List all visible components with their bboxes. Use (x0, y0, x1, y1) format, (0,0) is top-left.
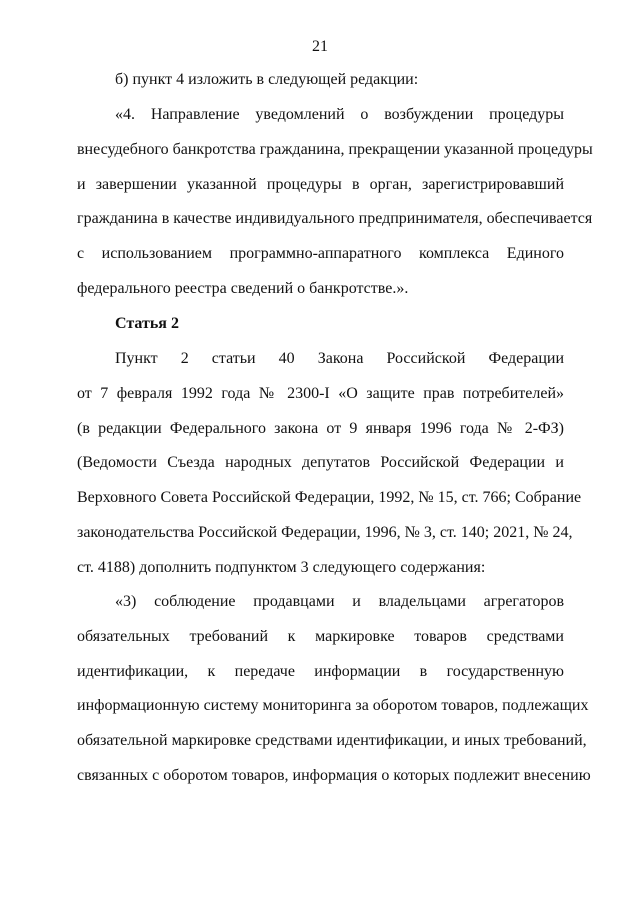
text-line: ст. 4188) дополнить подпунктом 3 следующего содержания: (77, 558, 486, 576)
subitem-3-paragraph (77, 585, 591, 794)
page-number: 21 (312, 38, 328, 55)
text-line: «3) соблюдение продавцами и владельцами агрегаторов (115, 593, 564, 610)
text-line: и завершении указанной процедуры в орган, зарегистрировавший (77, 175, 564, 193)
text-line: информационную систему мониторинга за оборотом товаров, подлежащих (77, 697, 589, 715)
text-line: связанных с оборотом товаров, информация о которых подлежит внесению (77, 766, 591, 784)
article-heading: Статья 2 (115, 315, 179, 332)
text-line: гражданина в качестве индивидуального предпринимателя, обеспечивается (77, 210, 593, 228)
text-line: федерального реестра сведений о банкротстве.». (77, 279, 409, 297)
text-line: законодательства Российской Федерации, 1996, № 3, ст. 140; 2021, № 24, (77, 523, 573, 541)
article-2-heading-block (77, 307, 564, 342)
article-2-paragraph (77, 342, 582, 586)
item-b-intro-paragraph (77, 63, 564, 98)
text-line: Верховного Совета Российской Федерации, 1992, № 15, ст. 766; Собрание (77, 489, 582, 507)
text-line: от 7 февраля 1992 года № 2300-I «О защите прав потребителей» (77, 384, 564, 402)
item-b-intro: б) пункт 4 изложить в следующей редакции: (115, 71, 419, 88)
item-b-quoted-paragraph (77, 98, 593, 307)
text-line: обязательной маркировке средствами идентификации, и иных требований, (77, 732, 587, 750)
text-line: «4. Направление уведомлений о возбуждении процедуры (115, 106, 564, 123)
text-line: с использованием программно-аппаратного комплекса Единого (77, 245, 564, 263)
text-line: идентификации, к передаче информации в государственную (77, 662, 564, 680)
text-line: внесудебного банкротства гражданина, прекращении указанной процедуры (77, 140, 593, 158)
text-line: (в редакции Федерального закона от 9 января 1996 года № 2-ФЗ) (77, 419, 564, 437)
text-line: обязательных требований к маркировке товаров средствами (77, 627, 564, 645)
text-line: Пункт 2 статьи 40 Закона Российской Федерации (115, 350, 564, 367)
text-line: (Ведомости Съезда народных депутатов Российской Федерации и (77, 454, 564, 472)
